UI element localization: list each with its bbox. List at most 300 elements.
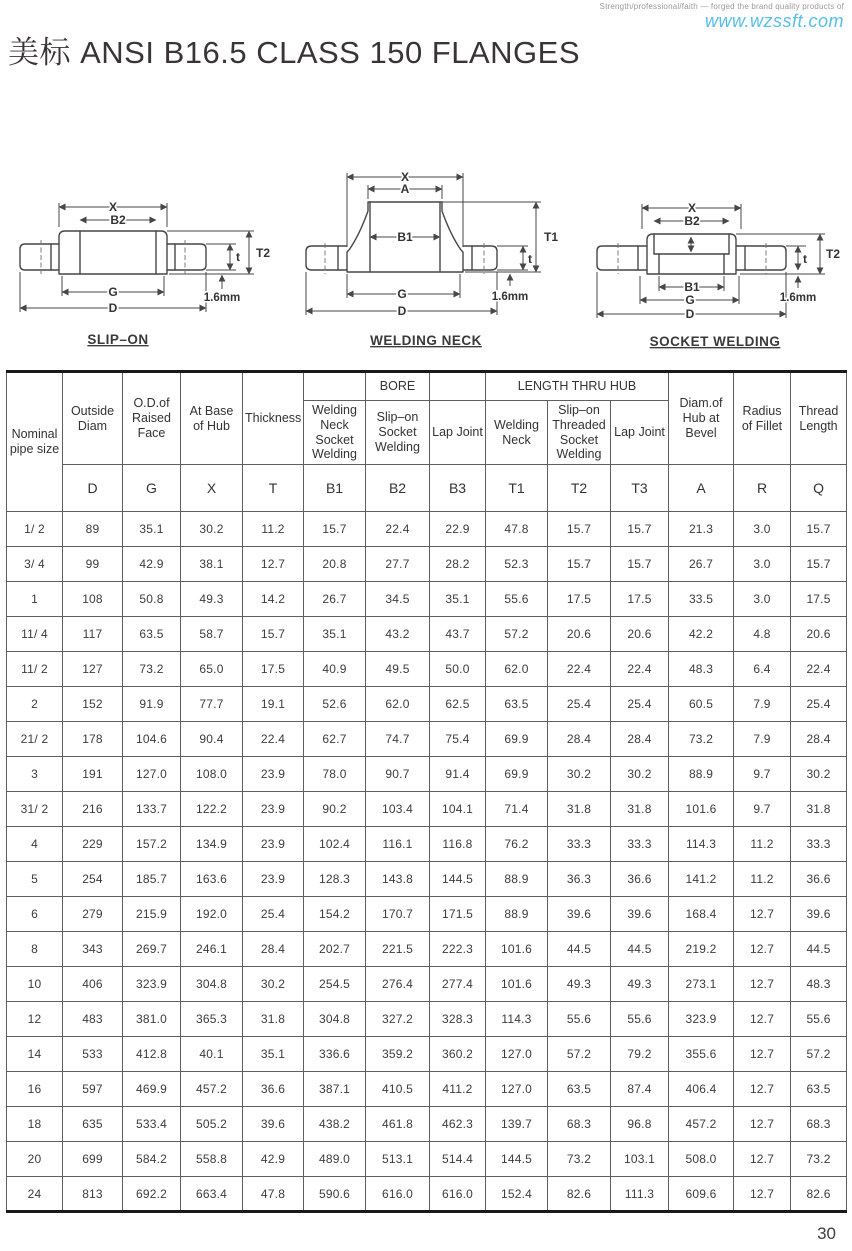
cell: 438.2 [304,1107,366,1142]
cell: 57.2 [548,1037,611,1072]
col-header-t3: Lap Joint [611,401,669,465]
dim-label-g: G [108,285,118,299]
cell: 5 [7,862,63,897]
group-header-bore: BORE [366,372,430,401]
table-row [7,687,847,722]
cell: 21/ 2 [7,722,63,757]
brand-website: www.wzssft.com [704,11,844,31]
cell: 101.6 [486,932,548,967]
symbol-q: Q [791,465,847,512]
dim-label-gap: 1.6mm [491,291,529,303]
cell: 69.9 [486,757,548,792]
cell: 533.4 [123,1107,181,1142]
cell: 8 [7,932,63,967]
table-row [7,1037,847,1072]
table-row [7,1072,847,1107]
cell: 33.3 [548,827,611,862]
cell: 411.2 [430,1072,486,1107]
cell: 6.4 [734,652,791,687]
dim-label-d: D [108,301,118,315]
cell: 16 [7,1072,63,1107]
cell: 22.4 [548,652,611,687]
cell: 47.8 [486,512,548,547]
cell: 462.3 [430,1107,486,1142]
symbol-b2: B2 [366,465,430,512]
cell: 616.0 [366,1177,430,1212]
cell: 336.6 [304,1037,366,1072]
cell: 89 [63,512,123,547]
cell: 55.6 [791,1002,847,1037]
cell: 14 [7,1037,63,1072]
cell: 90.2 [304,792,366,827]
cell: 50.8 [123,582,181,617]
table-body [7,512,847,1212]
cell: 96.8 [611,1107,669,1142]
cell: 63.5 [791,1072,847,1107]
cell: 381.0 [123,1002,181,1037]
cell: 12.7 [734,1037,791,1072]
figure-caption: SLIP–ON [87,332,149,347]
cell: 127 [63,652,123,687]
col-header-t2: Slip–on Threaded Socket Welding [548,401,611,465]
col-header-od-raised-face: O.D.of Raised Face [123,372,181,465]
cell: 33.3 [791,827,847,862]
cell: 192.0 [181,897,243,932]
cell: 10 [7,967,63,1002]
cell: 3/ 4 [7,547,63,582]
cell: 40.9 [304,652,366,687]
cell: 28.4 [243,932,304,967]
cell: 50.0 [430,652,486,687]
cell: 31.8 [611,792,669,827]
cell: 163.6 [181,862,243,897]
table-row [7,1002,847,1037]
cell: 104.6 [123,722,181,757]
cell: 40.1 [181,1037,243,1072]
cell: 39.6 [611,897,669,932]
cell: 22.4 [366,512,430,547]
cell: 77.7 [181,687,243,722]
table-row [7,757,847,792]
cell: 12.7 [243,547,304,582]
dim-label-b2: B2 [684,214,700,228]
symbol-row [7,465,847,512]
cell: 88.9 [486,862,548,897]
cell: 22.9 [430,512,486,547]
symbol-t2: T2 [548,465,611,512]
centerlines [41,240,185,274]
cell: 410.5 [366,1072,430,1107]
cell: 38.1 [181,547,243,582]
cell: 27.7 [366,547,430,582]
cell: 15.7 [548,547,611,582]
cell: 663.4 [181,1177,243,1212]
cell: 304.8 [181,967,243,1002]
cell: 127.0 [123,757,181,792]
cell: 55.6 [486,582,548,617]
cell: 152 [63,687,123,722]
cell: 36.6 [243,1072,304,1107]
group-header-blank-b3 [430,372,486,401]
cell: 20.6 [791,617,847,652]
cell: 635 [63,1107,123,1142]
cell: 91.4 [430,757,486,792]
figure-caption: WELDING NECK [370,333,482,348]
cell: 33.5 [669,582,734,617]
table-row [7,1177,847,1212]
cell: 406.4 [669,1072,734,1107]
cell: 30.2 [548,757,611,792]
table-row [7,547,847,582]
table-row [7,897,847,932]
cell: 28.4 [611,722,669,757]
cell: 11.2 [243,512,304,547]
cell: 17.5 [243,652,304,687]
cell: 323.9 [123,967,181,1002]
symbol-b3: B3 [430,465,486,512]
cell: 152.4 [486,1177,548,1212]
cell: 269.7 [123,932,181,967]
cell: 469.9 [123,1072,181,1107]
flange-dimensions-table [6,370,847,1213]
cell: 229 [63,827,123,862]
cell: 62.0 [366,687,430,722]
cell: 584.2 [123,1142,181,1177]
col-header-thickness: Thickness [243,372,304,465]
cell: 215.9 [123,897,181,932]
dim-label-b1: B1 [684,280,700,294]
cell: 17.5 [548,582,611,617]
table-row [7,792,847,827]
cell: 78.0 [304,757,366,792]
cell: 43.7 [430,617,486,652]
cell: 65.0 [181,652,243,687]
col-header-outside-diam: Outside Diam [63,372,123,465]
cell: 457.2 [669,1107,734,1142]
cell: 49.3 [548,967,611,1002]
cell: 15.7 [791,512,847,547]
dim-label-d: D [397,304,407,318]
cell: 141.2 [669,862,734,897]
cell: 62.0 [486,652,548,687]
cell: 68.3 [791,1107,847,1142]
cell: 513.1 [366,1142,430,1177]
table-row [7,652,847,687]
cell: 12.7 [734,1072,791,1107]
cell: 117 [63,617,123,652]
cell: 3.0 [734,547,791,582]
symbol-g: G [123,465,181,512]
cell: 12.7 [734,932,791,967]
cell: 87.4 [611,1072,669,1107]
cell: 36.6 [611,862,669,897]
cell: 52.3 [486,547,548,582]
symbol-r: R [734,465,791,512]
cell: 221.5 [366,932,430,967]
cell: 15.7 [304,512,366,547]
cell: 12.7 [734,967,791,1002]
cell: 15.7 [611,547,669,582]
cell: 127.0 [486,1072,548,1107]
cell: 616.0 [430,1177,486,1212]
cell: 30.2 [181,512,243,547]
cell: 17.5 [611,582,669,617]
cell: 116.1 [366,827,430,862]
cell: 170.7 [366,897,430,932]
col-header-b1: Welding Neck Socket Welding [304,401,366,465]
cell: 62.7 [304,722,366,757]
cell: 44.5 [548,932,611,967]
cell: 44.5 [791,932,847,967]
cell: 246.1 [181,932,243,967]
cell: 55.6 [548,1002,611,1037]
cell: 25.4 [243,897,304,932]
cell: 12.7 [734,1177,791,1212]
cell: 44.5 [611,932,669,967]
cell: 9.7 [734,757,791,792]
cell: 91.9 [123,687,181,722]
cell: 24 [7,1177,63,1212]
cell: 185.7 [123,862,181,897]
cell: 3.0 [734,512,791,547]
symbol-b1: B1 [304,465,366,512]
cell: 116.8 [430,827,486,862]
col-header-b2: Slip–on Socket Welding [366,401,430,465]
cell: 31.8 [791,792,847,827]
cell: 79.2 [611,1037,669,1072]
cell: 99 [63,547,123,582]
dim-label-t2: T2 [256,246,271,260]
cell: 102.4 [304,827,366,862]
figure-caption: SOCKET WELDING [649,334,781,349]
slip-on-diagram-svg [8,167,288,353]
cell: 4 [7,827,63,862]
dim-label-a: A [400,182,410,196]
col-header-t1: Welding Neck [486,401,548,465]
cell: 4.8 [734,617,791,652]
table-row [7,617,847,652]
table-row [7,582,847,617]
cell: 7.9 [734,687,791,722]
col-header-diam-hub-bevel: Diam.of Hub at Bevel [669,372,734,465]
cell: 219.2 [669,932,734,967]
group-header-blank-b1 [304,372,366,401]
cell: 558.8 [181,1142,243,1177]
cell: 1 [7,582,63,617]
dim-label-gap: 1.6mm [779,292,817,304]
cell: 355.6 [669,1037,734,1072]
cell: 6 [7,897,63,932]
cell: 28.2 [430,547,486,582]
cell: 323.9 [669,1002,734,1037]
table-row [7,862,847,897]
cell: 26.7 [304,582,366,617]
cell: 35.1 [430,582,486,617]
cell: 590.6 [304,1177,366,1212]
dim-label-b1: B1 [397,230,413,244]
cell: 108.0 [181,757,243,792]
cell: 7.9 [734,722,791,757]
cell: 88.9 [486,897,548,932]
cell: 23.9 [243,757,304,792]
cell: 31.8 [548,792,611,827]
cell: 52.6 [304,687,366,722]
cell: 23.9 [243,862,304,897]
dim-label-x: X [400,170,410,184]
cell: 33.3 [611,827,669,862]
cell: 279 [63,897,123,932]
cell: 127.0 [486,1037,548,1072]
cell: 30.2 [611,757,669,792]
cell: 104.1 [430,792,486,827]
cell: 144.5 [486,1142,548,1177]
table-header [7,372,847,512]
dim-label-d: D [685,307,695,321]
table-row [7,967,847,1002]
cell: 483 [63,1002,123,1037]
welding-neck-figure [288,159,578,360]
cell: 20.6 [548,617,611,652]
cell: 57.2 [486,617,548,652]
cell: 9.7 [734,792,791,827]
cell: 171.5 [430,897,486,932]
group-header-length-thru-hub: LENGTH THRU HUB [486,372,669,401]
cell: 82.6 [548,1177,611,1212]
cell: 63.5 [486,687,548,722]
welding-neck-diagram-svg [288,159,578,355]
page-number: 30 [817,1224,836,1243]
cell: 15.7 [791,547,847,582]
cell: 18 [7,1107,63,1142]
cell: 11/ 2 [7,652,63,687]
cell: 457.2 [181,1072,243,1107]
dim-label-g: G [685,293,695,307]
cell: 191 [63,757,123,792]
cell: 254 [63,862,123,897]
cell: 49.3 [611,967,669,1002]
cell: 22.4 [791,652,847,687]
symbol-d: D [63,465,123,512]
cell: 277.4 [430,967,486,1002]
cell: 108 [63,582,123,617]
cell: 328.3 [430,1002,486,1037]
dim-label-x: X [108,200,118,214]
cell: 17.5 [791,582,847,617]
cell: 58.7 [181,617,243,652]
cell: 489.0 [304,1142,366,1177]
cell: 31.8 [243,1002,304,1037]
brand-tagline: Strength/professional/faith — forged the brand quality products of [599,2,844,11]
symbol-t1: T1 [486,465,548,512]
cell: 90.7 [366,757,430,792]
cell: 692.2 [123,1177,181,1212]
cell: 74.7 [366,722,430,757]
cell: 359.2 [366,1037,430,1072]
slip-on-figure [8,167,288,358]
cell: 15.7 [548,512,611,547]
cell: 133.7 [123,792,181,827]
cell: 30.2 [243,967,304,1002]
cell: 20 [7,1142,63,1177]
cell: 216 [63,792,123,827]
cell: 34.5 [366,582,430,617]
cell: 42.9 [123,547,181,582]
cell: 68.3 [548,1107,611,1142]
cell: 39.6 [548,897,611,932]
cell: 49.5 [366,652,430,687]
cell: 699 [63,1142,123,1177]
cell: 533 [63,1037,123,1072]
cell: 12.7 [734,897,791,932]
cell: 22.4 [611,652,669,687]
cell: 75.4 [430,722,486,757]
col-header-thread-length: Thread Length [791,372,847,465]
cell: 11.2 [734,862,791,897]
cell: 222.3 [430,932,486,967]
cell: 327.2 [366,1002,430,1037]
cell: 813 [63,1177,123,1212]
cell: 114.3 [486,1002,548,1037]
cell: 48.3 [791,967,847,1002]
col-header-nominal: Nominal pipe size [7,372,63,512]
cell: 62.5 [430,687,486,722]
cell: 139.7 [486,1107,548,1142]
cell: 30.2 [791,757,847,792]
cell: 21.3 [669,512,734,547]
cell: 48.3 [669,652,734,687]
dim-label-t: t [803,252,807,266]
cell: 343 [63,932,123,967]
cell: 73.2 [123,652,181,687]
cell: 406 [63,967,123,1002]
dim-label-gap: 1.6mm [203,292,241,304]
cell: 63.5 [123,617,181,652]
cell: 36.6 [791,862,847,897]
cell: 55.6 [611,1002,669,1037]
socket-welding-figure [582,167,848,360]
dim-label-t1: T1 [544,230,559,244]
cell: 122.2 [181,792,243,827]
cell: 178 [63,722,123,757]
cell: 28.4 [791,722,847,757]
cell: 22.4 [243,722,304,757]
cell: 15.7 [243,617,304,652]
cell: 47.8 [243,1177,304,1212]
cell: 20.8 [304,547,366,582]
cell: 90.4 [181,722,243,757]
cell: 23.9 [243,827,304,862]
cell: 254.5 [304,967,366,1002]
cell: 101.6 [669,792,734,827]
table-row [7,932,847,967]
symbol-t3: T3 [611,465,669,512]
cell: 82.6 [791,1177,847,1212]
cell: 12.7 [734,1142,791,1177]
cell: 31/ 2 [7,792,63,827]
cell: 144.5 [430,862,486,897]
cell: 20.6 [611,617,669,652]
cell: 103.4 [366,792,430,827]
cell: 57.2 [791,1037,847,1072]
cell: 114.3 [669,827,734,862]
col-header-at-base-of-hub: At Base of Hub [181,372,243,465]
table-row [7,1107,847,1142]
cell: 71.4 [486,792,548,827]
cell: 39.6 [243,1107,304,1142]
dim-label-g: G [397,287,407,301]
cell: 11.2 [734,827,791,862]
cell: 88.9 [669,757,734,792]
